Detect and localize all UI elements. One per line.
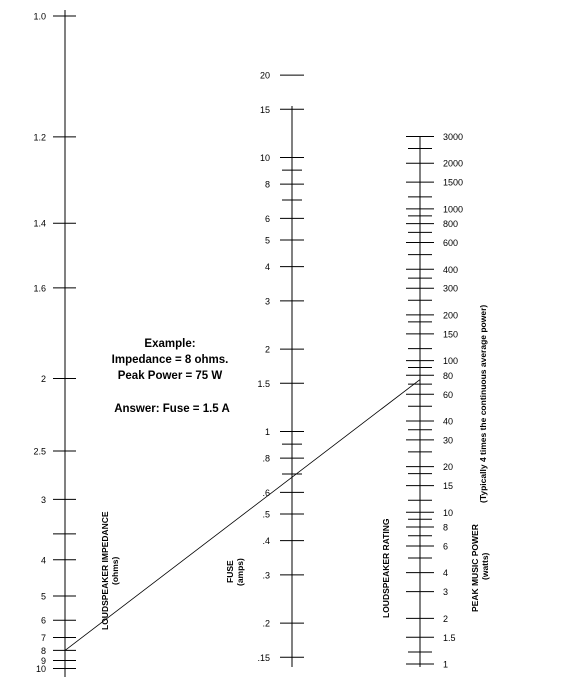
fuse-tick-label: 10 xyxy=(259,153,270,164)
rating-tick-label: 1 xyxy=(443,659,449,670)
impedance-axis-title: LOUDSPEAKER IMPEDANCE xyxy=(100,511,110,630)
rating-tick-label: 80 xyxy=(443,370,454,381)
impedance-tick-label: 7 xyxy=(40,632,46,643)
impedance-axis-unit: (ohms) xyxy=(110,556,120,585)
impedance-scale-ticks xyxy=(33,12,76,675)
fuse-tick-label: 5 xyxy=(264,235,270,246)
example-power-text: Peak Power = 75 W xyxy=(117,370,223,382)
rating-subtitle: PEAK MUSIC POWER xyxy=(470,524,480,612)
rating-tick-label: 800 xyxy=(443,219,459,230)
rating-note: (Typically 4 times the continuous average power) xyxy=(478,304,488,503)
rating-tick-label: 2000 xyxy=(443,158,464,169)
rating-tick-label: 1000 xyxy=(443,204,464,215)
impedance-tick-label: 5 xyxy=(40,591,46,602)
fuse-scale-ticks xyxy=(257,71,304,677)
impedance-tick-label: 10 xyxy=(35,664,46,675)
fuse-tick-label: .4 xyxy=(262,536,270,547)
rating-tick-label: 200 xyxy=(443,310,459,321)
rating-tick-label: 300 xyxy=(443,283,459,294)
fuse-tick-label: 4 xyxy=(264,262,270,273)
impedance-tick-label: 1.4 xyxy=(33,218,46,229)
rating-tick-label: 3000 xyxy=(443,132,464,143)
rating-tick-label: 20 xyxy=(443,462,454,473)
rating-scale-ticks xyxy=(406,132,463,669)
fuse-tick-label: .15 xyxy=(257,652,270,663)
rating-tick-label: 6 xyxy=(443,541,449,552)
rating-tick-label: 1500 xyxy=(443,177,464,188)
fuse-tick-label: .6 xyxy=(262,487,270,498)
rating-tick-label: 60 xyxy=(443,389,454,400)
impedance-tick-label: 1.2 xyxy=(33,132,46,143)
rating-unit: (watts) xyxy=(480,552,490,580)
fuse-tick-label: .5 xyxy=(262,509,270,520)
impedance-tick-label: 8 xyxy=(40,645,46,656)
fuse-axis-unit: (amps) xyxy=(235,558,245,586)
impedance-tick-label: 4 xyxy=(40,555,46,566)
impedance-tick-label: 3 xyxy=(40,494,46,505)
example-solution-line xyxy=(65,380,420,651)
rating-tick-label: 30 xyxy=(443,435,454,446)
rating-tick-label: 8 xyxy=(443,522,449,533)
rating-tick-label: 3 xyxy=(443,587,449,598)
example-impedance-text: Impedance = 8 ohms. xyxy=(111,354,229,366)
rating-tick-label: 40 xyxy=(443,416,454,427)
fuse-tick-label: 3 xyxy=(264,296,270,307)
example-heading: Example: xyxy=(144,338,196,350)
fuse-tick-label: 2 xyxy=(264,344,270,355)
rating-tick-label: 1.5 xyxy=(443,632,456,643)
rating-axis-title: LOUDSPEAKER RATING xyxy=(381,518,391,618)
rating-tick-label: 100 xyxy=(443,356,459,367)
impedance-tick-label: 1.6 xyxy=(33,283,46,294)
rating-tick-label: 400 xyxy=(443,264,459,275)
rating-tick-label: 150 xyxy=(443,329,459,340)
fuse-tick-label: 20 xyxy=(259,70,270,81)
example-answer-text: Answer: Fuse = 1.5 A xyxy=(114,403,230,415)
fuse-tick-label: 1 xyxy=(264,427,270,438)
fuse-tick-label: 15 xyxy=(259,104,270,115)
rating-tick-label: 2 xyxy=(443,613,449,624)
rating-tick-label: 15 xyxy=(443,481,454,492)
fuse-tick-label: 1.5 xyxy=(257,378,270,389)
fuse-tick-label: .2 xyxy=(262,618,270,629)
impedance-tick-label: 9 xyxy=(40,655,46,666)
fuse-tick-label: 8 xyxy=(264,179,270,190)
rating-tick-label: 10 xyxy=(443,507,454,518)
impedance-tick-label: 1.0 xyxy=(33,11,46,22)
rating-tick-label: 4 xyxy=(443,568,449,579)
fuse-axis-title: FUSE xyxy=(225,560,235,583)
fuse-tick-label: .8 xyxy=(262,453,270,464)
impedance-tick-label: 2 xyxy=(40,374,46,385)
impedance-tick-label: 6 xyxy=(40,615,46,626)
fuse-tick-label: .3 xyxy=(262,570,270,581)
impedance-tick-label: 2.5 xyxy=(33,446,46,457)
rating-tick-label: 600 xyxy=(443,238,459,249)
fuse-tick-label: 6 xyxy=(264,213,270,224)
